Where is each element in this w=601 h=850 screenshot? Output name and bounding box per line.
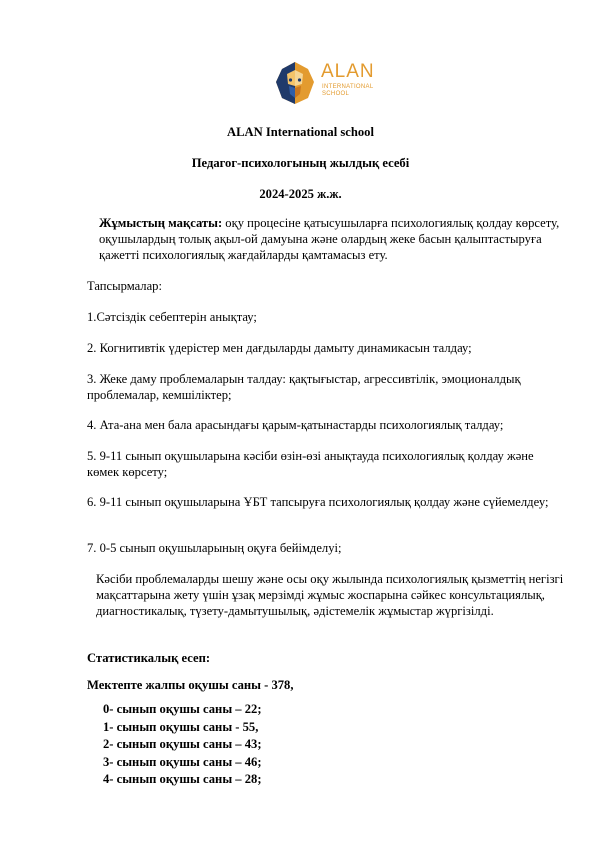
- academic-year: 2024-2025 ж.ж.: [259, 187, 342, 201]
- class-count-item: 1- сынып оқушы саны - 55,: [103, 719, 259, 734]
- stats-total: Мектепте жалпы оқушы саны - 378,: [87, 678, 294, 692]
- class-count-list: [103, 701, 403, 789]
- lion-head-icon: [272, 60, 318, 106]
- goal-label: Жұмыстың мақсаты:: [99, 216, 223, 230]
- report-title: Педагог-психологының жылдық есебі: [191, 156, 410, 170]
- logo-subline-1: INTERNATIONAL: [322, 84, 374, 90]
- class-count-item: 3- сынып оқушы саны – 46;: [103, 754, 262, 769]
- goal-text: оқу процесіне қатысушыларға психологиялық қолдау көрсету, оқушылардың толық ақыл-ой дамуына және олардың жеке басын қалыптастыруға қажетті психологиялық жағдайларды қамтамасыз ету.: [99, 216, 560, 262]
- class-count-item: 4- сынып оқушы саны – 28;: [103, 772, 262, 786]
- class-count-item: 0- сынып оқушы саны – 22;: [103, 702, 262, 716]
- school-name: ALAN International school: [227, 125, 374, 139]
- goal-paragraph: [87, 215, 579, 263]
- task-item-3: 3. Жеке даму проблемаларын талдау: қақтығыстар, агрессивтілік, эмоционалдық проблемалар, кемшіліктер;: [87, 372, 521, 402]
- tasks-heading: Тапсырмалар:: [87, 279, 162, 293]
- summary-paragraph: Кәсіби проблемаларды шешу және осы оқу жылында психологиялық қызметтің негізгі мақсаттарына жету үшін ұзақ мерзімді жұмыс жоспарына сәйкес консультациялық, диагностикалық, түзету-дамытушылық, әдістемелік жұмыстар жүргізілді.: [96, 572, 564, 618]
- task-item-5: 5. 9-11 сынып оқушыларына кәсіби өзін-өзі анықтауда психологиялық қолдау және көмек көрсету;: [87, 449, 534, 479]
- logo-subline: [322, 84, 373, 98]
- stats-heading: Статистикалық есеп:: [87, 651, 211, 665]
- task-item-6: 6. 9-11 сынып оқушыларына ҰБТ тапсыруға психологиялық қолдау және сүйемелдеу;: [87, 495, 549, 509]
- task-item-7: 7. 0-5 сынып оқушыларының оқуға бейімделуі;: [87, 541, 342, 555]
- school-logo: [272, 58, 382, 108]
- task-item-2: 2. Когнитивтік үдерістер мен дағдыларды дамыту динамикасын талдау;: [87, 341, 472, 355]
- logo-wordmark: ALAN: [321, 61, 375, 82]
- class-count-item: 2- сынып оқушы саны – 43;: [103, 737, 262, 751]
- task-item-4: 4. Ата-ана мен бала арасындағы қарым-қатынастарды психологиялық талдау;: [87, 418, 504, 432]
- logo-subline-2: SCHOOL: [322, 91, 350, 97]
- task-item-1: 1.Сәтсіздік себептерін анықтау;: [87, 310, 257, 324]
